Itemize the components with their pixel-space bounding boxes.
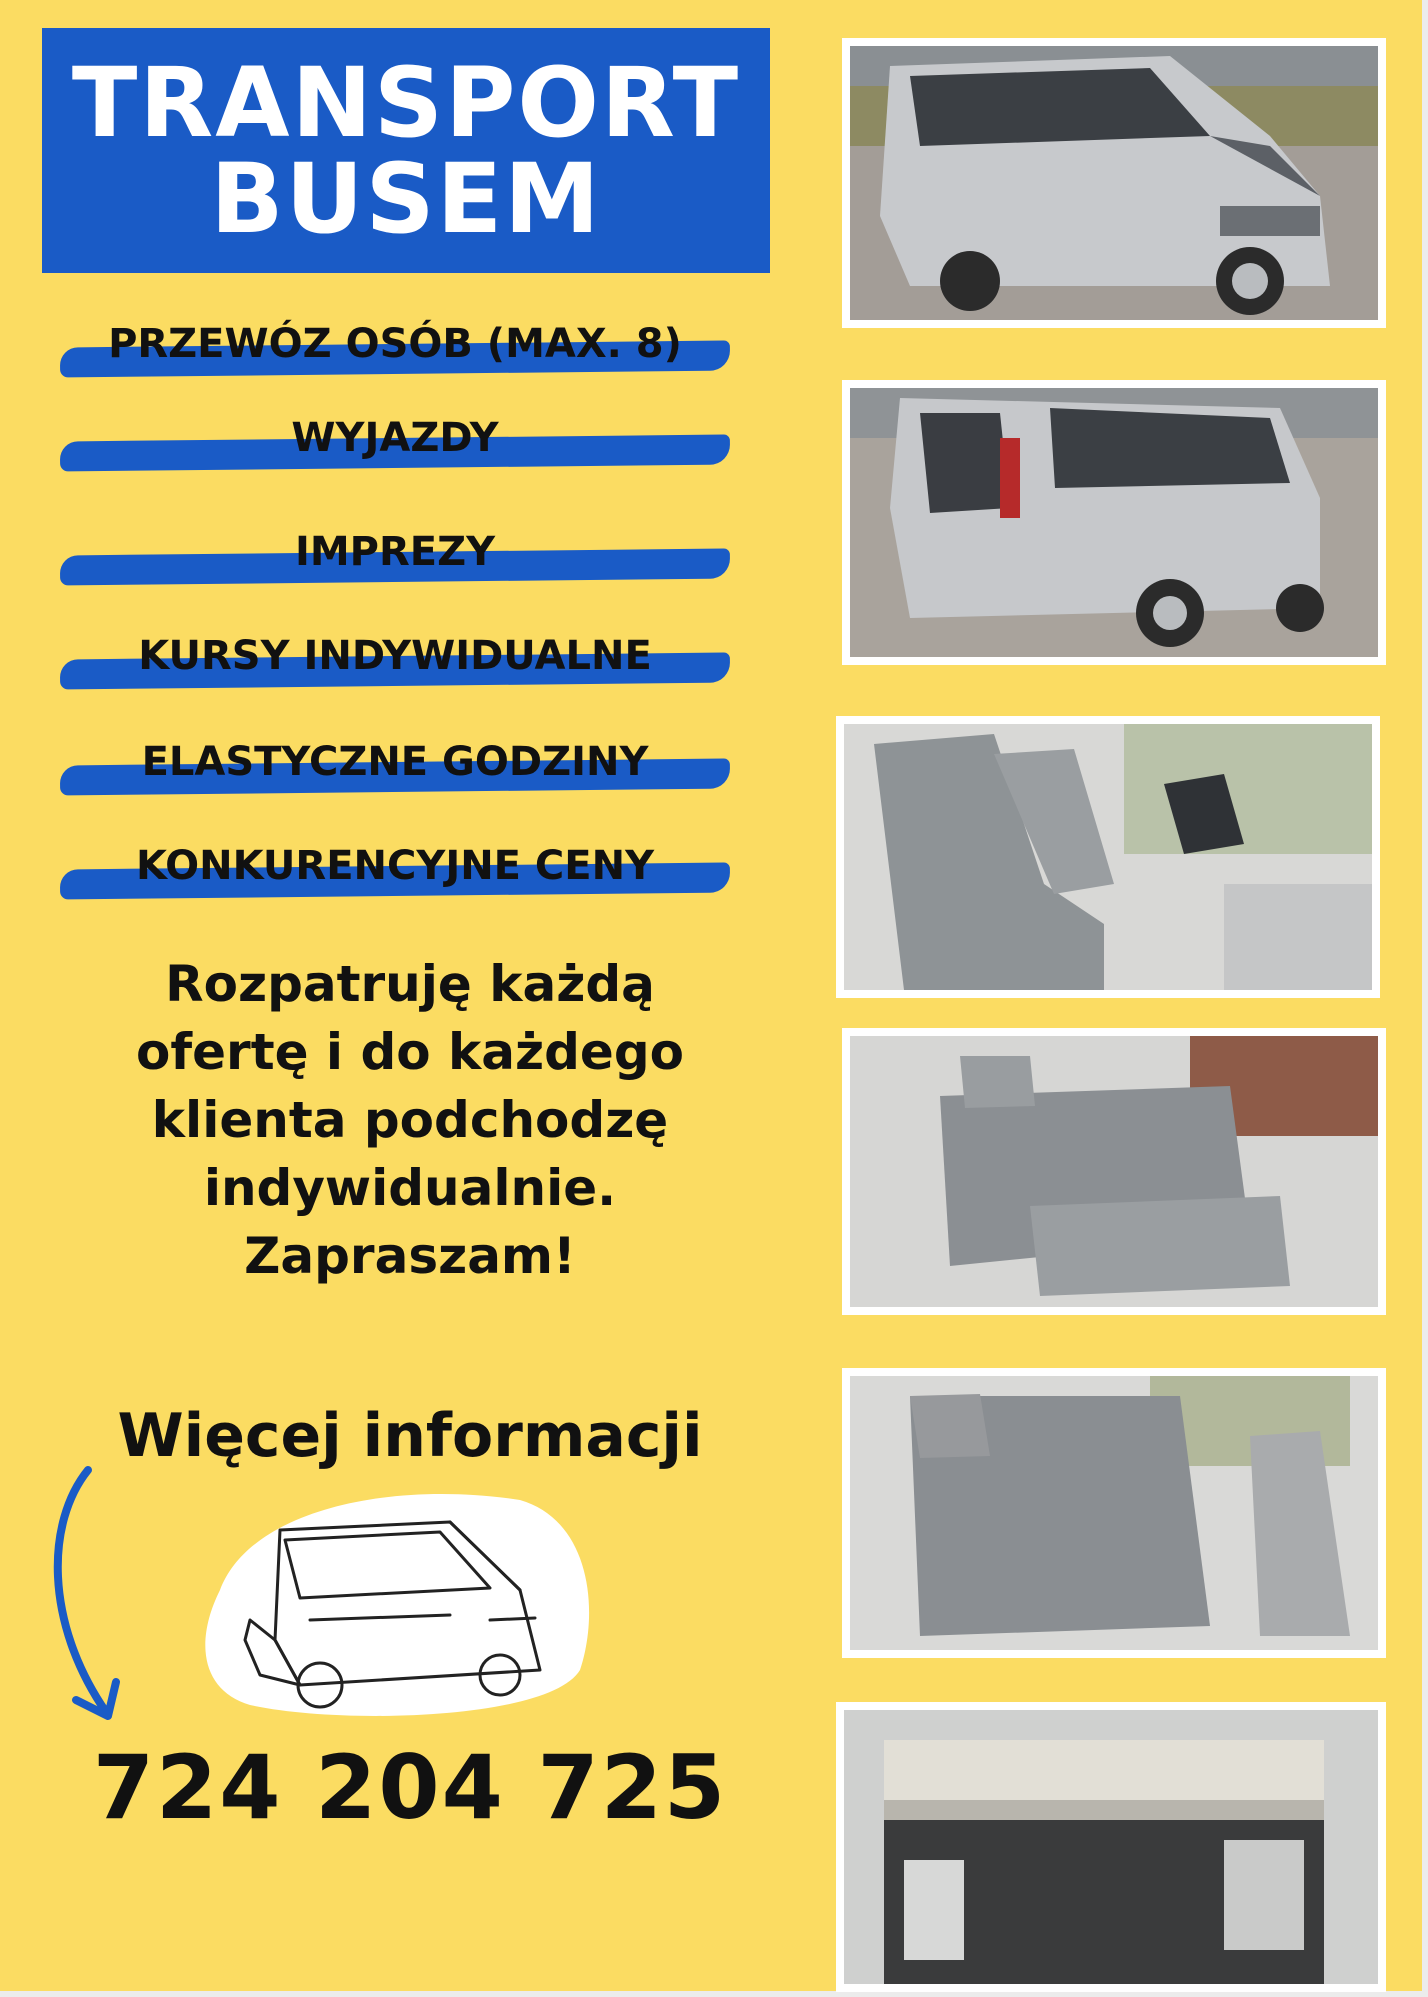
curved-arrow-icon [36, 1462, 156, 1732]
service-label: KURSY INDYWIDUALNE [138, 633, 652, 679]
interior-front-photo [836, 716, 1380, 998]
message-line: Zapraszam! [244, 1227, 576, 1285]
service-item [60, 412, 730, 472]
service-item [60, 840, 730, 900]
message-line: Rozpatruję każdą [165, 955, 655, 1013]
service-label: ELASTYCZNE GODZINY [141, 739, 649, 785]
service-item [60, 526, 730, 586]
offer-message [40, 950, 780, 1290]
interior-middle-photo [842, 1028, 1386, 1315]
more-info-heading: Więcej informacji [117, 1401, 703, 1471]
title-banner [42, 28, 770, 273]
van-front-photo [842, 38, 1386, 328]
service-label: IMPREZY [294, 529, 496, 575]
phone-number[interactable]: 724 204 725 [92, 1736, 728, 1839]
van-rear-photo [842, 380, 1386, 665]
title-line-1: TRANSPORT [71, 46, 741, 159]
message-line: indywidualnie. [203, 1159, 617, 1217]
message-line: ofertę i do każdego [136, 1023, 684, 1081]
service-label: WYJAZDY [291, 415, 499, 461]
service-label: PRZEWÓZ OSÓB (MAX. 8) [108, 321, 682, 367]
service-item [60, 736, 730, 796]
interior-rear-photo [842, 1368, 1386, 1658]
van-sketch-icon [190, 1470, 610, 1730]
service-item [60, 630, 730, 690]
message-line: klienta podchodzę [151, 1091, 669, 1149]
cargo-area-photo [836, 1702, 1386, 1992]
service-item [60, 318, 730, 378]
service-label: KONKURENCYJNE CENY [135, 843, 655, 889]
title-line-2: BUSEM [210, 142, 602, 255]
